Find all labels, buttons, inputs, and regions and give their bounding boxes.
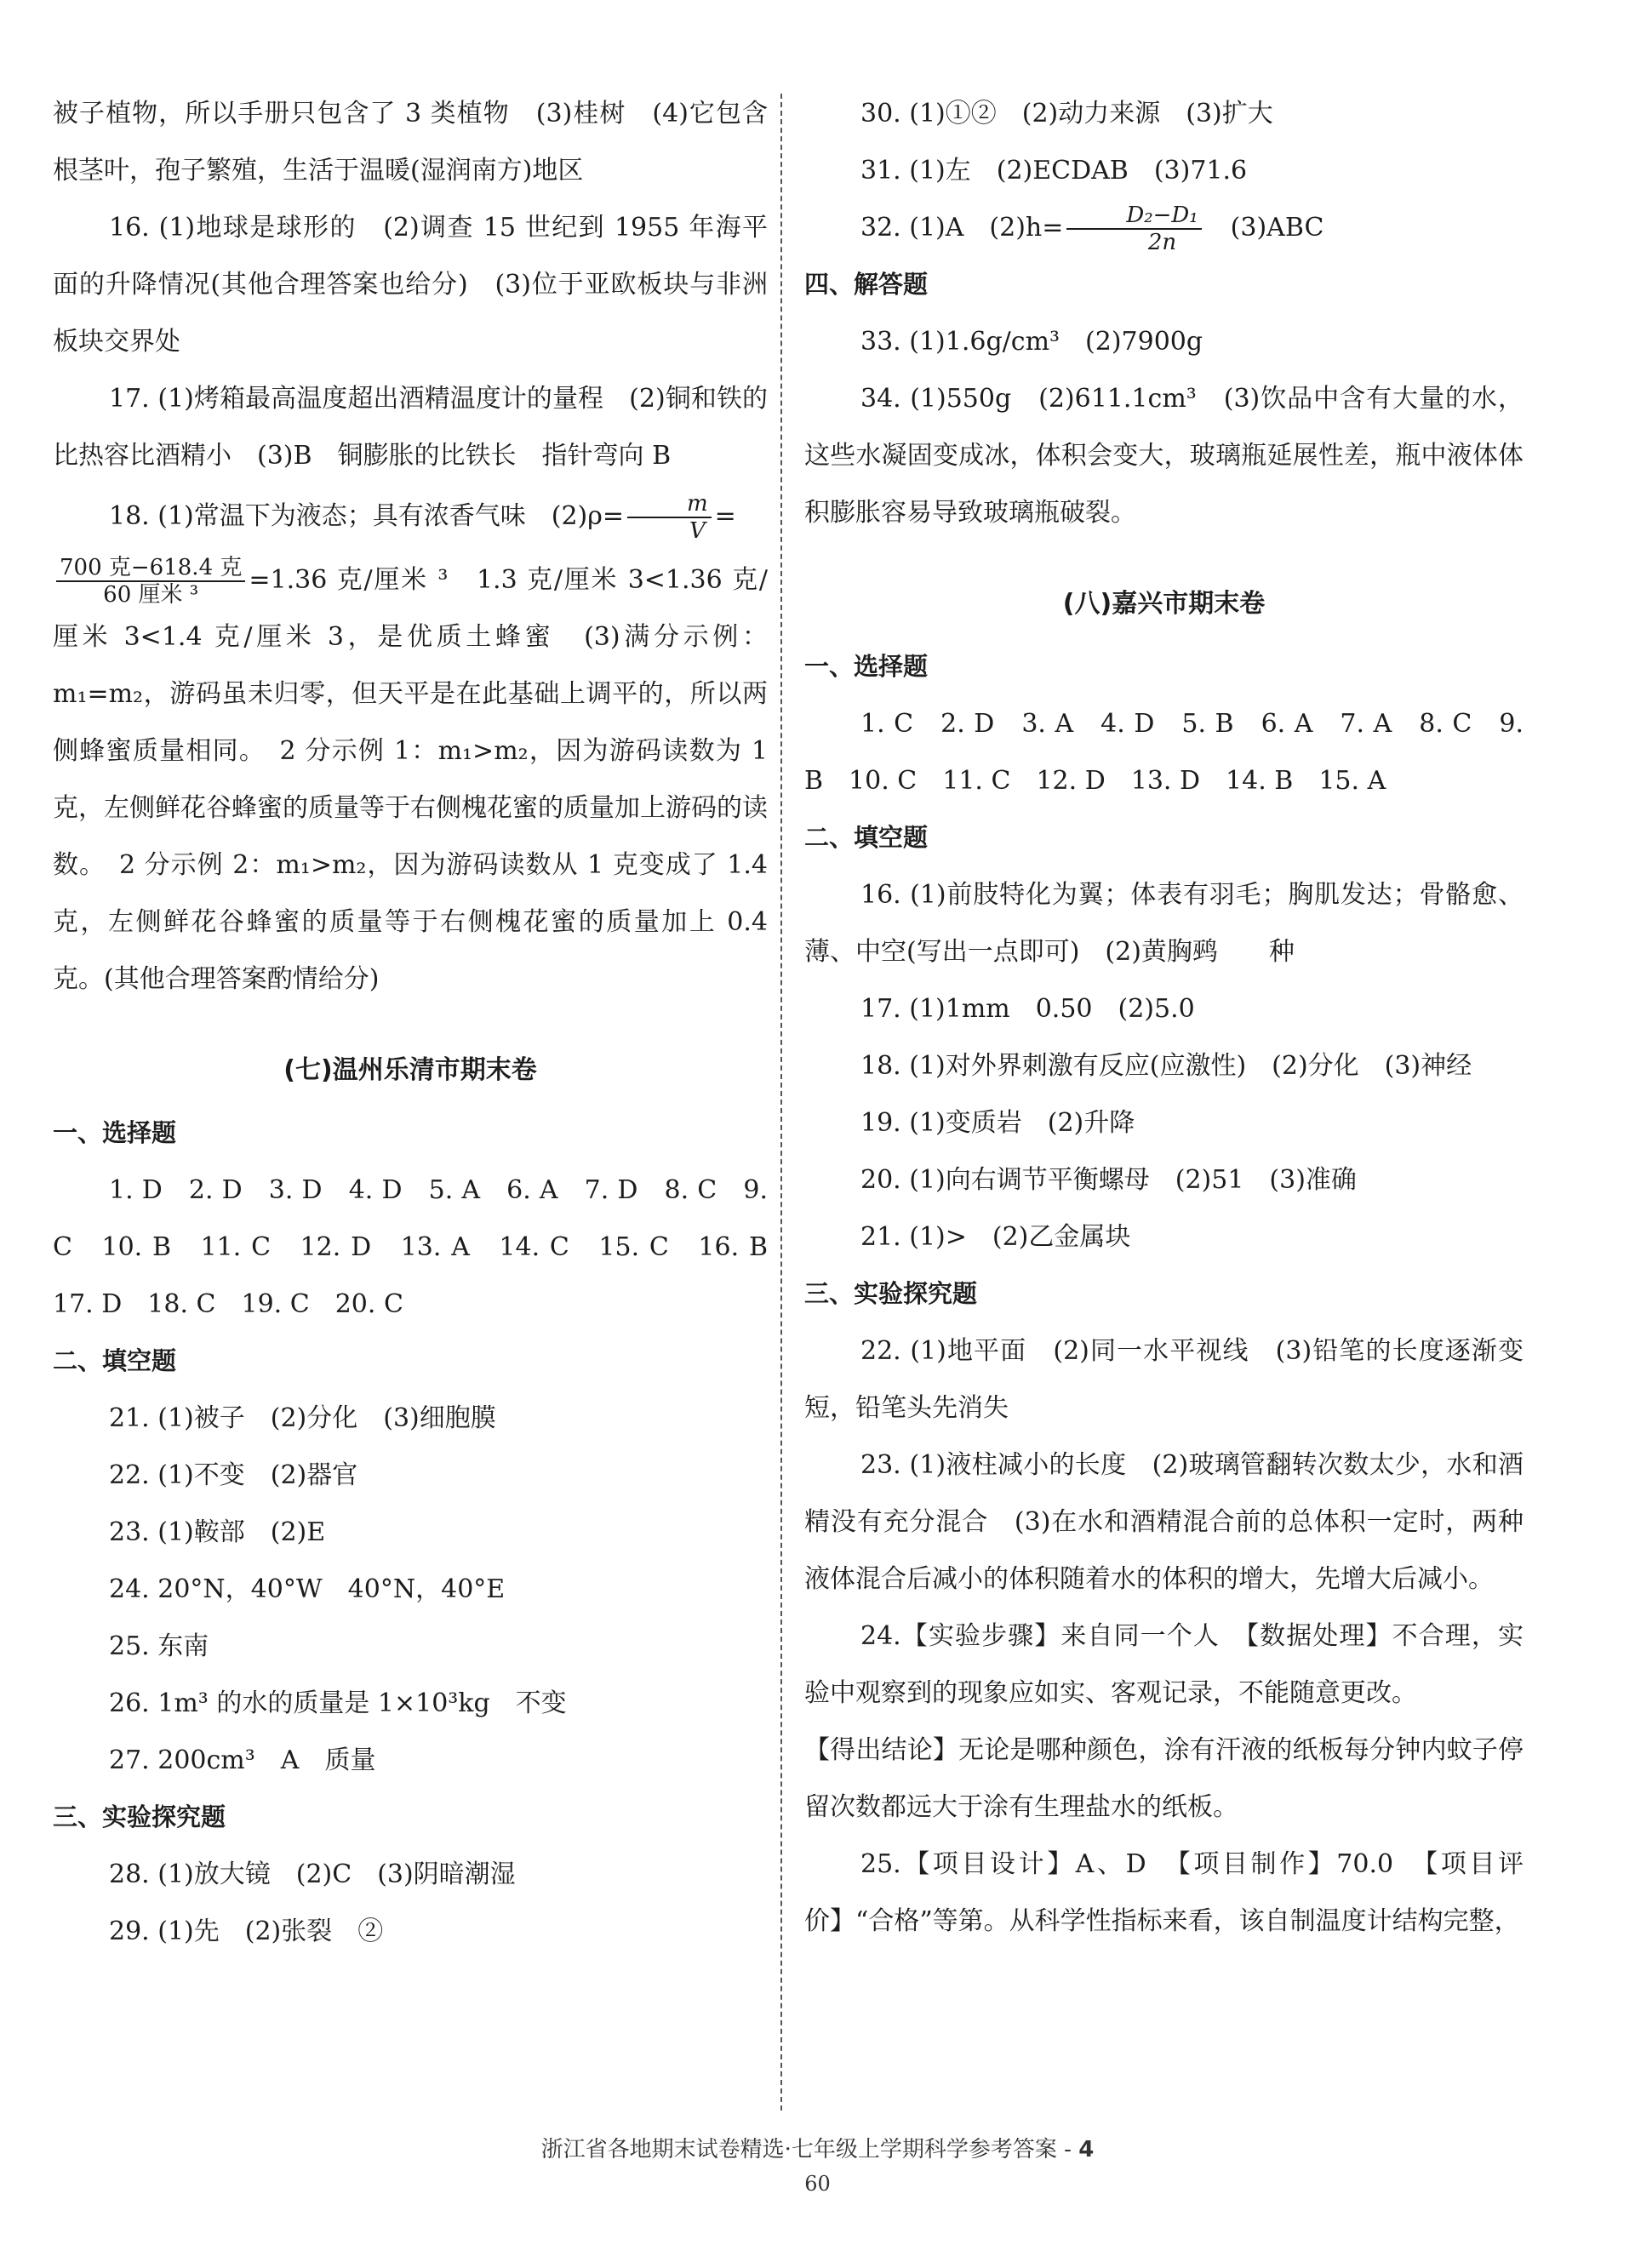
heading-experiment: 三、实验探究题 (53, 1802, 226, 1831)
answer-21: 21. (1)> (2)乙金属块 (860, 1222, 1131, 1252)
answer-21: 21. (1)被子 (2)分化 (3)细胞膜 (109, 1403, 496, 1433)
answer-34: 34. (1)550g (2)611.1cm³ (3)饮品中含有大量的水，这些水凝固变成冰，体积会变大，玻璃瓶延展性差，瓶中液体体积膨胀容易导致玻璃瓶破裂。 (804, 384, 1524, 528)
answer-22: 22. (1)地平面 (2)同一水平视线 (3)铅笔的长度逐渐变短，铅笔头先消失 (804, 1336, 1524, 1423)
density-fraction (627, 491, 712, 544)
equals-sign: = (714, 501, 736, 531)
answer-26: 26. 1m³ 的水的质量是 1×10³kg 不变 (109, 1688, 567, 1718)
answer-31: 31. (1)左 (2)ECDAB (3)71.6 (860, 156, 1248, 186)
answer-24: 24. 20°N，40°W 40°N，40°E (109, 1574, 506, 1604)
fraction-numerator: D₂−D₁ (1066, 203, 1201, 230)
answer-18-text: 18. (1)常温下为液态；具有浓香气味 (2)ρ= (109, 501, 625, 531)
footer-section-number: 4 (1078, 2137, 1095, 2162)
height-fraction (1066, 203, 1201, 255)
answer-17: 17. (1)1mm 0.50 (2)5.0 (860, 994, 1195, 1024)
right-column (804, 85, 1524, 1950)
answer-16: 16. (1)地球是球形的 (2)调查 15 世纪到 1955 年海平面的升降情况(其他合理答案也给分) (3)位于亚欧板块与非洲板块交界处 (53, 213, 768, 357)
answer-19: 19. (1)变质岩 (2)升降 (860, 1108, 1135, 1138)
answer-30: 30. (1)①② (2)动力来源 (3)扩大 (860, 99, 1273, 129)
fraction-denominator: 60 厘米 ³ (103, 582, 199, 608)
column-divider (780, 94, 782, 2111)
heading-experiment: 三、实验探究题 (804, 1279, 978, 1308)
answer-18-detail: =1.36 克/厘米 ³ 1.3 克/厘米 3<1.36 克/厘米 3<1.4 克/厘米 3，是优质土蜂蜜 (3)满分示例：m₁=m₂，游码虽未归零，但天平是在此基础上调平的，所以两侧蜂蜜质量相同。 2 分示例 1：m₁>m₂，因为游码读数为 1 克，左侧鲜花谷蜂蜜的质量等于右侧槐花蜜的质量加上游码的读数。 2 分示例 2：m₁>m₂，因为游码读数从 1 克变成了 1.4 克，左侧鲜花谷蜂蜜的质量等于右侧槐花蜜的质量加上 0.4 克。(其他合理答案酌情给分) (53, 565, 768, 994)
choice-answers: 1. D 2. D 3. D 4. D 5. A 6. A 7. D 8. C 9. C 10. B 11. C 12. D 13. A 14. C 15. C 16. B 17. D 18. C 19. C 20. C (53, 1175, 793, 1319)
answer-24: 24.【实验步骤】来自同一个人 【数据处理】不合理，实验中观察到的现象应如实、客观记录，不能随意更改。 (804, 1621, 1524, 1708)
answer-17: 17. (1)烤箱最高温度超出酒精温度计的量程 (2)铜和铁的比热容比酒精小 (3)B 铜膨胀的比铁长 指针弯向 B (53, 384, 768, 471)
heading-choice: 一、选择题 (53, 1118, 177, 1147)
answer-23: 23. (1)鞍部 (2)E (109, 1517, 326, 1547)
section-title-8: (八)嘉兴市期末卷 (1062, 589, 1266, 619)
answer-32-tail: (3)ABC (1204, 213, 1324, 243)
footer-title: 浙江省各地期末试卷精选·七年级上学期科学参考答案 - (540, 2137, 1079, 2162)
fraction-denominator: 2n (1147, 230, 1177, 255)
answer-16: 16. (1)前肢特化为翼；体表有羽毛；胸肌发达；骨骼愈、薄、中空(写出一点即可) (2)黄胸鹀 种 (804, 880, 1524, 967)
heading-fill: 二、填空题 (53, 1346, 177, 1375)
fraction-numerator: m (627, 491, 712, 518)
answer-22: 22. (1)不变 (2)器官 (109, 1460, 358, 1490)
fraction-denominator: V (689, 518, 706, 544)
answer-29: 29. (1)先 (2)张裂 ② (109, 1917, 384, 1946)
heading-choice: 一、选择题 (804, 652, 929, 681)
fraction-numerator: 700 克−618.4 克 (56, 555, 245, 582)
answer-20: 20. (1)向右调节平衡螺母 (2)51 (3)准确 (860, 1165, 1357, 1195)
answer-33: 33. (1)1.6g/cm³ (2)7900g (860, 327, 1203, 357)
answer-18: 18. (1)对外界刺激有反应(应激性) (2)分化 (3)神经 (860, 1051, 1472, 1081)
choice-answers: 1. C 2. D 3. A 4. D 5. B 6. A 7. A 8. C 9. B 10. C 11. C 12. D 13. D 14. B 15. A (804, 709, 1524, 796)
heading-solve: 四、解答题 (804, 270, 929, 299)
answer-27: 27. 200cm³ A 质量 (109, 1745, 376, 1775)
calc-fraction (56, 555, 245, 608)
answer-18-body (53, 551, 768, 1008)
page-footer (0, 2136, 1635, 2163)
answer-25: 25.【项目设计】A、D 【项目制作】70.0 【项目评价】“合格”等第。从科学性指标来看，该自制温度计结构完整， (804, 1849, 1524, 1936)
left-column (53, 85, 793, 1960)
answer-32 (804, 199, 1524, 256)
answer-18-line1 (53, 488, 768, 545)
answer-28: 28. (1)放大镜 (2)C (3)阴暗潮湿 (109, 1860, 516, 1889)
answer-24-conclusion: 【得出结论】无论是哪种颜色，涂有汗液的纸板每分钟内蚊子停留次数都远大于涂有生理盐水的纸板。 (804, 1735, 1524, 1822)
heading-fill: 二、填空题 (804, 823, 929, 852)
answer-15-tail: 被子植物，所以手册只包含了 3 类植物 (3)桂树 (4)它包含根茎叶，孢子繁殖，生活于温暖(湿润南方)地区 (53, 99, 768, 186)
answer-32-text: 32. (1)A (2)h= (860, 213, 1064, 243)
answer-23: 23. (1)液柱减小的长度 (2)玻璃管翻转次数太少，水和酒精没有充分混合 (3)在水和酒精混合前的总体积一定时，两种液体混合后减小的体积随着水的体积的增大，先增大后减小。 (804, 1450, 1524, 1594)
answer-25: 25. 东南 (109, 1631, 209, 1661)
page-number: 60 (804, 2172, 831, 2196)
section-title-7: (七)温州乐清市期末卷 (283, 1055, 537, 1085)
